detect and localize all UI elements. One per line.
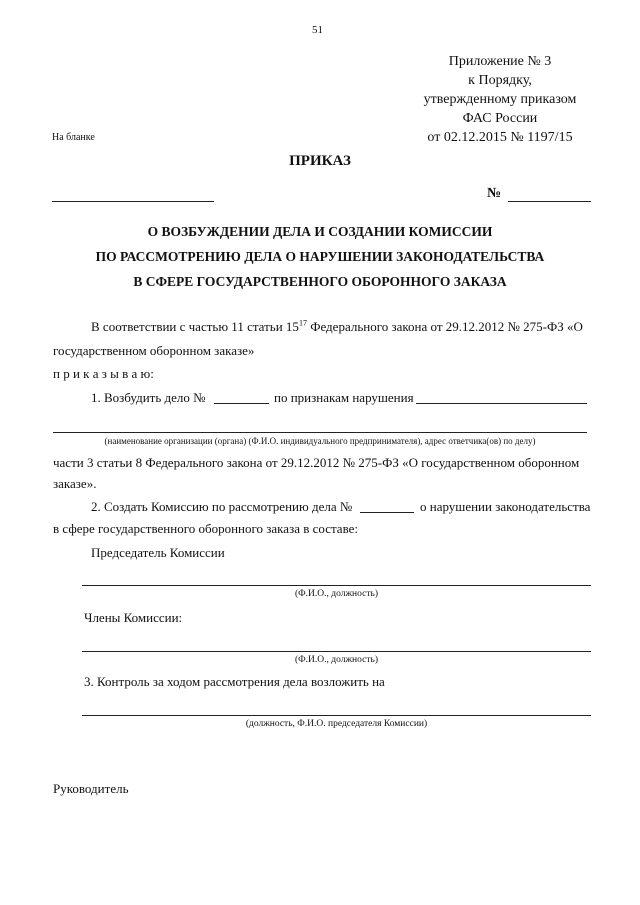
- law-line-1: части 3 статьи 8 Федерального закона от 29.12.2012 № 275-ФЗ «О государственном оборонном: [53, 455, 580, 470]
- item-2-part-2: о нарушении законодательства: [420, 499, 591, 514]
- head-label: Руководитель: [53, 781, 129, 796]
- item-1-part-1: 1. Возбудить дело №: [91, 390, 206, 405]
- chairman-line: [82, 585, 591, 586]
- heading-line-3: В СФЕРЕ ГОСУДАРСТВЕННОГО ОБОРОННОГО ЗАКАЗА: [133, 274, 507, 289]
- appendix-line-3: утвержденному приказом: [423, 92, 577, 107]
- appendix-line-5: от 02.12.2015 № 1197/15: [427, 130, 573, 145]
- item-2-line-2: в сфере государственного оборонного заказа в составе:: [53, 521, 359, 536]
- members-line: [82, 651, 591, 652]
- item-3: 3. Контроль за ходом рассмотрения дела возложить на: [84, 674, 385, 689]
- heading-line-1: О ВОЗБУЖДЕНИИ ДЕЛА И СОЗДАНИИ КОМИССИИ: [147, 224, 493, 239]
- appendix-line-2: к Порядку,: [468, 73, 532, 88]
- date-blank-line: [52, 201, 214, 202]
- organization-caption: (наименование организации (органа) (Ф.И.О. индивидуального предпринимателя), адрес ответчика(ов) по делу): [104, 436, 536, 446]
- heading-line-2: ПО РАССМОТРЕНИЮ ДЕЛА О НАРУШЕНИИ ЗАКОНОДАТЕЛЬСТВА: [95, 249, 545, 264]
- preamble-part-1: В соответствии с частью 11 статьи 15: [91, 319, 299, 334]
- order-number-sign: №: [487, 186, 502, 201]
- preamble-superscript: 17: [298, 318, 307, 328]
- appendix-line-1: Приложение № 3: [448, 54, 552, 69]
- on-blank-note: На бланке: [52, 132, 95, 143]
- case-number-line-2: [360, 512, 414, 513]
- order-number-line: [508, 201, 591, 202]
- control-line: [82, 715, 591, 716]
- preamble-part-2: Федерального закона от 29.12.2012 № 275-ФЗ «О: [306, 319, 583, 334]
- law-line-2: заказе».: [53, 476, 97, 491]
- members-label: Члены Комиссии:: [84, 610, 183, 625]
- members-caption: (Ф.И.О., должность): [295, 655, 378, 665]
- page-number: 51: [312, 24, 323, 36]
- control-caption: (должность, Ф.И.О. председателя Комиссии): [245, 719, 428, 729]
- case-number-line-1: [214, 403, 269, 404]
- organization-line: [53, 432, 587, 433]
- violation-line: [416, 403, 587, 404]
- appendix-line-4: ФАС России: [462, 111, 538, 126]
- chairman-label: Председатель Комиссии: [91, 545, 225, 560]
- order-title: ПРИКАЗ: [289, 153, 351, 169]
- preamble-line-1: [91, 319, 583, 335]
- item-2-part-1: 2. Создать Комиссию по рассмотрению дела №: [91, 499, 353, 514]
- preamble-line-2: государственном оборонном заказе»: [53, 343, 255, 358]
- item-1-part-2: по признакам нарушения: [274, 390, 414, 405]
- chairman-caption: (Ф.И.О., должность): [295, 589, 378, 599]
- orders-word: п р и к а з ы в а ю:: [53, 366, 154, 381]
